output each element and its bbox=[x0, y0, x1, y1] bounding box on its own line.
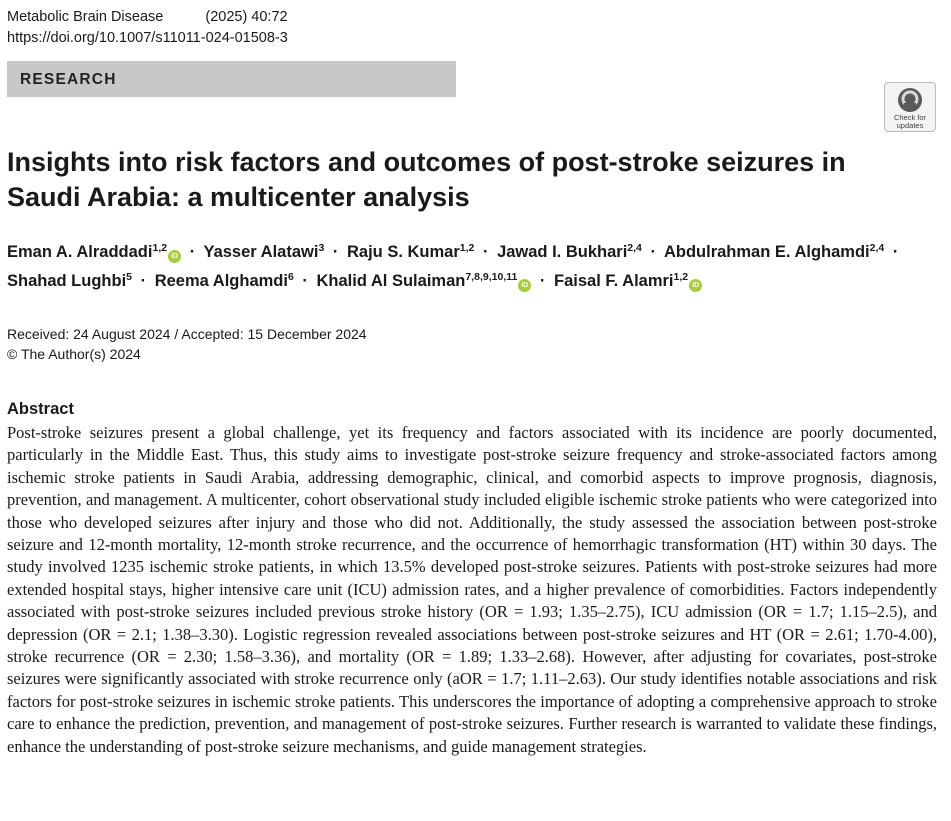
author[interactable] bbox=[317, 272, 532, 290]
author[interactable] bbox=[497, 243, 642, 261]
orcid-icon[interactable]: iD bbox=[168, 250, 181, 263]
author[interactable] bbox=[347, 243, 474, 261]
author-name: Raju S. Kumar bbox=[346, 243, 460, 261]
check-for-updates-text bbox=[885, 114, 935, 130]
author-name: Eman A. Alraddadi bbox=[7, 243, 153, 261]
check-for-updates-icon bbox=[897, 87, 923, 113]
orcid-icon[interactable]: iD bbox=[689, 279, 702, 292]
author-name: Jawad I. Bukhari bbox=[497, 243, 628, 261]
author-affiliation: 1,2 bbox=[459, 242, 475, 254]
doi-link[interactable]: https://doi.org/10.1007/s11011-024-01508-3 bbox=[7, 30, 288, 46]
author-separator: · bbox=[302, 272, 308, 290]
author-separator: · bbox=[332, 243, 339, 261]
received-accepted-dates: Received: 24 August 2024 / Accepted: 15 December 2024 bbox=[7, 326, 367, 342]
check-for-updates-line1: Check for bbox=[893, 113, 927, 122]
abstract-heading: Abstract bbox=[7, 400, 74, 418]
author-name: Abdulrahman E. Alghamdi bbox=[663, 243, 870, 261]
author[interactable] bbox=[155, 272, 294, 290]
section-label-bar: RESEARCH bbox=[7, 61, 456, 97]
check-for-updates-line2: updates bbox=[896, 121, 924, 130]
author-affiliation: 2,4 bbox=[869, 242, 885, 254]
author-separator: · bbox=[539, 272, 546, 290]
author-name: Reema Alghamdi bbox=[154, 272, 288, 290]
journal-citation-line bbox=[7, 7, 288, 27]
author-name: Khalid Al Sulaiman bbox=[316, 272, 466, 290]
author-name: Shahad Lughbi bbox=[7, 272, 127, 290]
check-for-updates-badge[interactable] bbox=[884, 82, 936, 132]
author-separator: · bbox=[189, 243, 196, 261]
author-name: Yasser Alatawi bbox=[203, 243, 319, 261]
author-separator: · bbox=[482, 243, 489, 261]
author-separator: · bbox=[892, 243, 899, 261]
author-affiliation: 5 bbox=[126, 271, 133, 283]
author[interactable] bbox=[203, 243, 324, 261]
author-name: Faisal F. Alamri bbox=[554, 272, 674, 290]
author[interactable] bbox=[554, 272, 702, 290]
author-affiliation: 1,2 bbox=[673, 271, 689, 283]
author[interactable] bbox=[664, 243, 884, 261]
orcid-icon[interactable]: iD bbox=[518, 279, 531, 292]
author-affiliation: 3 bbox=[318, 242, 325, 254]
author-separator: · bbox=[140, 272, 147, 290]
author-affiliation: 6 bbox=[287, 271, 294, 283]
author-affiliation: 1,2 bbox=[152, 242, 168, 254]
author[interactable] bbox=[7, 243, 181, 261]
journal-name: Metabolic Brain Disease bbox=[7, 9, 164, 25]
author[interactable] bbox=[7, 272, 132, 290]
author-list bbox=[7, 239, 937, 297]
article-title: Insights into risk factors and outcomes of post-stroke seizures in Saudi Arabia: a multicenter analysis bbox=[7, 147, 846, 212]
journal-citation: (2025) 40:72 bbox=[205, 9, 288, 25]
abstract-text: Post-stroke seizures present a global challenge, yet its frequency and factors associated with its incidence are poorly documented, particularly in the Middle East. Thus, this study aims to investigate post-stroke seizure frequency and stroke-associated factors among ischemic stroke patients in Saudi Arabia, addressing demographic, clinical, and comorbid aspects to improve prognosis, diagnosis, prevention, and management. A multicenter, cohort observational study included eligible ischemic stroke patients who were categorized into those who developed seizures after injury and those who did not. Additionally, the study assessed the association between post-stroke seizure and 12-month mortality, 12-month stroke recurrence, and the occurrence of hemorrhagic transformation (HT) within 30 days. The study involved 1235 ischemic stroke patients, in which 13.5% developed post-stroke seizures. Patients with post-stroke seizures had more extended hospital stays, higher intensive care unit (ICU) admission rates, and a higher prevalence of comorbidities. Factors independently associated with post-stroke seizures included previous stroke history (OR = 1.93; 1.35–2.75), ICU admission (OR = 1.7; 1.15–2.5), and depression (OR = 2.1; 1.38–3.30). Logistic regression revealed associations between post-stroke seizures and HT (OR = 2.61; 1.70-4.00), stroke recurrence (OR = 2.30; 1.58–3.36), and mortality (OR = 1.89; 1.33–2.68). However, after adjusting for covariates, post-stroke seizures were significantly associated with stroke recurrence only (aOR = 1.7; 1.11–2.63). Our study identifies notable associations and risk factors for post-stroke seizures in ischemic stroke patients. This underscores the importance of adopting a comprehensive approach to stroke care to enhance the prediction, prevention, and management of post-stroke seizures. Further research is warranted to validate these findings, enhance the understanding of post-stroke seizure mechanisms, and guide management strategies. bbox=[7, 423, 937, 756]
author-separator: · bbox=[650, 243, 656, 261]
author-affiliation: 2,4 bbox=[627, 242, 642, 254]
copyright-notice: © The Author(s) 2024 bbox=[7, 346, 141, 362]
author-affiliation: 7,8,9,10,11 bbox=[465, 271, 518, 283]
